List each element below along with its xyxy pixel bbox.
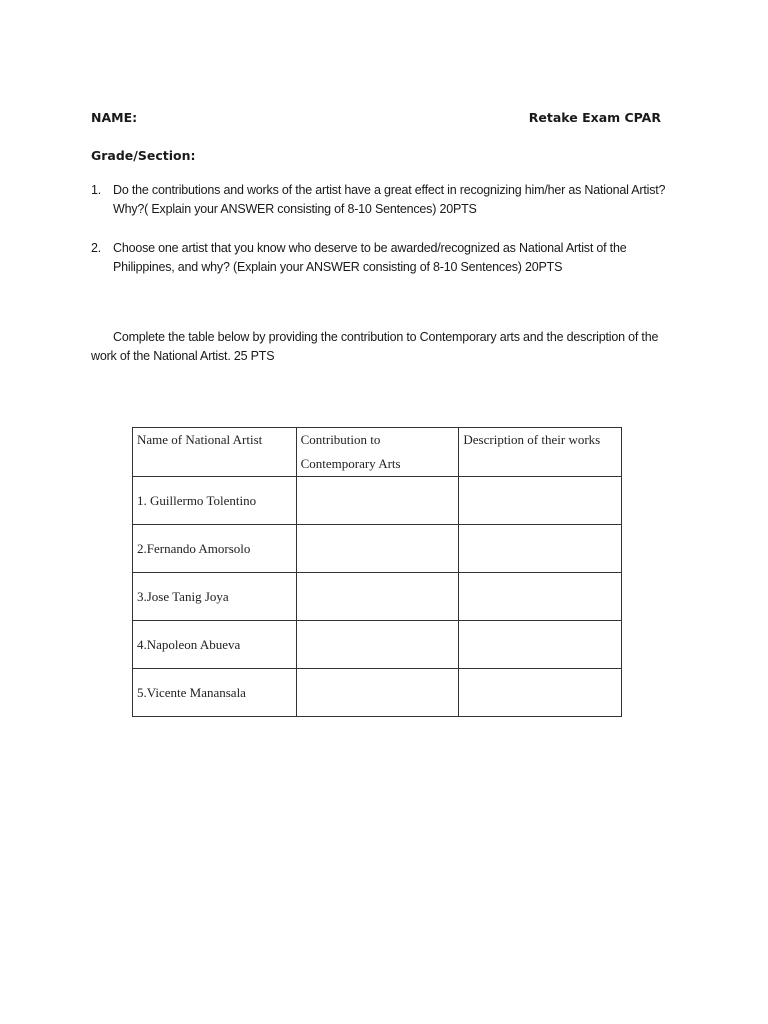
contribution-cell[interactable] <box>296 669 459 717</box>
table-row <box>133 621 622 669</box>
contribution-cell[interactable] <box>296 525 459 573</box>
exam-title: Retake Exam CPAR <box>528 110 661 125</box>
grade-section-label: Grade/Section: <box>91 148 196 163</box>
table-header-row <box>133 428 622 477</box>
header-description: Description of their works <box>459 428 622 477</box>
description-cell[interactable] <box>459 477 622 525</box>
question-number: 2. <box>91 241 102 255</box>
header-contribution: Contribution to Contemporary Arts <box>296 428 459 477</box>
question-1 <box>91 181 671 219</box>
contribution-cell[interactable] <box>296 573 459 621</box>
table-row <box>133 477 622 525</box>
question-number: 1. <box>91 183 102 197</box>
contribution-cell[interactable] <box>296 621 459 669</box>
question-text: Do the contributions and works of the artist have a great effect in recognizing him/her as National Artist? Why?( Explain your ANSWER consisting of 8-10 Sentences) 20PTS <box>113 183 666 216</box>
question-2 <box>91 239 671 277</box>
table-row <box>133 669 622 717</box>
description-cell[interactable] <box>459 525 622 573</box>
artist-name-cell: 5.Vicente Manansala <box>133 669 297 717</box>
artist-name-cell: 4.Napoleon Abueva <box>133 621 297 669</box>
description-cell[interactable] <box>459 573 622 621</box>
national-artists-table <box>132 427 622 717</box>
table-row <box>133 573 622 621</box>
table-row <box>133 525 622 573</box>
header-name-of-artist: Name of National Artist <box>133 428 297 477</box>
contribution-cell[interactable] <box>296 477 459 525</box>
header-row <box>91 110 661 128</box>
description-cell[interactable] <box>459 669 622 717</box>
question-text: Choose one artist that you know who deserve to be awarded/recognized as National Artist of the Philippines, and why? (Explain your ANSWER consisting of 8-10 Sentences) 20PTS <box>113 241 627 274</box>
name-label: NAME: <box>91 110 138 125</box>
description-cell[interactable] <box>459 621 622 669</box>
artist-name-cell: 2.Fernando Amorsolo <box>133 525 297 573</box>
artist-name-cell: 3.Jose Tanig Joya <box>133 573 297 621</box>
artist-name-cell: 1. Guillermo Tolentino <box>133 477 297 525</box>
table-instructions: Complete the table below by providing the contribution to Contemporary arts and the description of the work of the National Artist. 25 PTS <box>91 330 659 363</box>
